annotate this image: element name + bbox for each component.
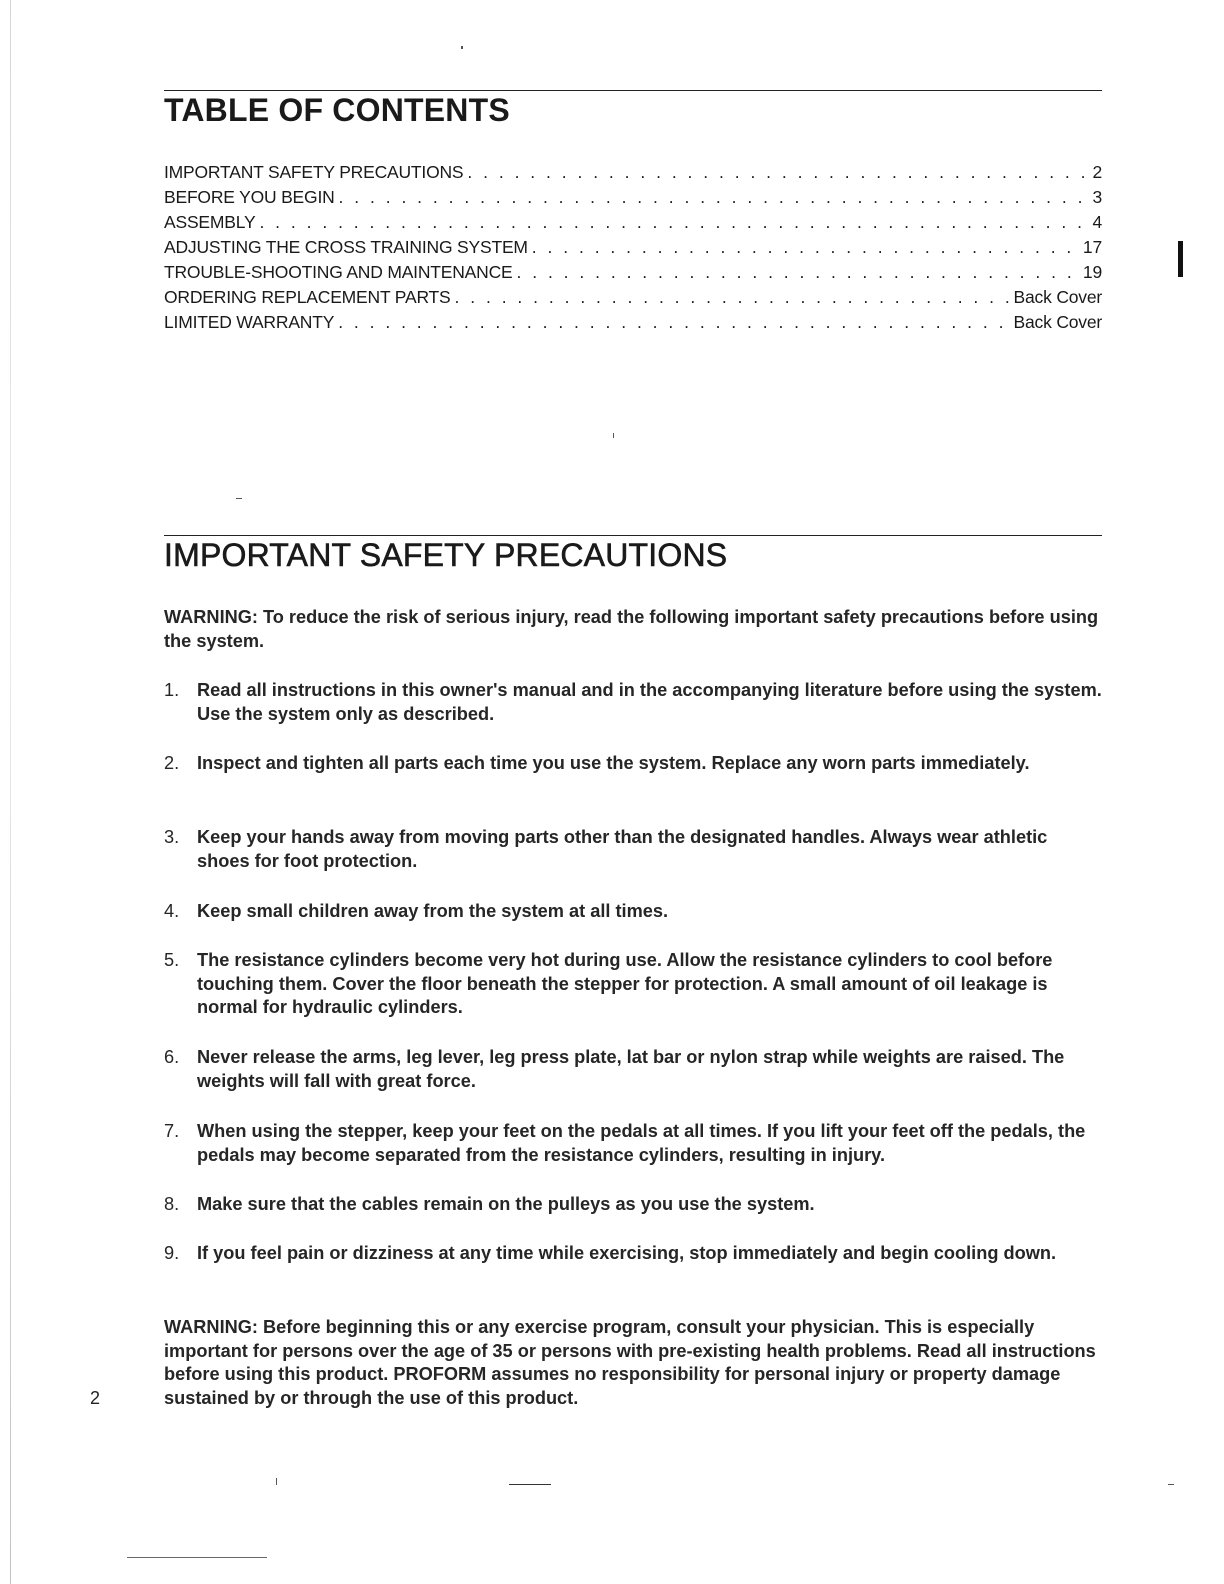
scan-speck — [461, 46, 463, 49]
precaution-item — [164, 679, 1104, 726]
page-number: 2 — [90, 1388, 101, 1408]
toc-entry-page: 4 — [1092, 212, 1102, 232]
toc-entry-label: ADJUSTING THE CROSS TRAINING SYSTEM — [164, 237, 528, 257]
precaution-text: Make sure that the cables remain on the pulleys as you use the system. — [197, 1194, 815, 1214]
scan-speck — [276, 1478, 277, 1485]
toc-leader-dots — [259, 210, 1088, 235]
toc-entry-label: TROUBLE-SHOOTING AND MAINTENANCE — [164, 262, 513, 282]
safety-warning-outro: WARNING: Before beginning this or any exercise program, consult your physician. This is especially important for persons over the age of 35 or persons with pre-existing health problems. Read all instructions before using this product. PROFORM assumes no responsibility for personal injury or property damage sustained by or through the use of this product. — [164, 1317, 1096, 1408]
precaution-item — [164, 1193, 1104, 1217]
precaution-item — [164, 949, 1104, 1020]
toc-entry-page: Back Cover — [1013, 312, 1102, 332]
toc-entry-page: 3 — [1092, 187, 1102, 207]
toc-leader-dots — [455, 285, 1010, 310]
scan-speck — [1168, 1484, 1174, 1485]
toc-entry-safety[interactable] — [164, 160, 1102, 185]
precaution-text: Inspect and tighten all parts each time you use the system. Replace any worn parts immediately. — [197, 753, 1030, 773]
scan-dash — [509, 1484, 551, 1485]
toc-leader-dots — [339, 185, 1089, 210]
precaution-text: If you feel pain or dizziness at any time while exercising, stop immediately and begin cooling down. — [197, 1243, 1057, 1263]
precaution-number: 1. — [164, 680, 180, 700]
precaution-number: 8. — [164, 1194, 180, 1214]
toc-entry-ordering-parts[interactable] — [164, 285, 1102, 310]
toc-leader-dots — [467, 160, 1088, 185]
precaution-number: 4. — [164, 901, 180, 921]
precaution-text: Keep small children away from the system at all times. — [197, 901, 669, 921]
margin-bar — [1178, 241, 1183, 277]
toc-leader-dots — [338, 310, 1009, 335]
toc-entry-label: IMPORTANT SAFETY PRECAUTIONS — [164, 162, 464, 182]
precaution-number: 7. — [164, 1121, 180, 1141]
precaution-item — [164, 1120, 1104, 1167]
precaution-text: Read all instructions in this owner's manual and in the accompanying literature before using the system. Use the system only as described. — [197, 680, 1102, 724]
toc-entry-page: 17 — [1082, 237, 1102, 257]
precaution-item — [164, 752, 1104, 776]
toc-entry-page: 19 — [1082, 262, 1102, 282]
precaution-text: Keep your hands away from moving parts other than the designated handles. Always wear athletic shoes for foot protection. — [197, 827, 1048, 871]
precaution-text: The resistance cylinders become very hot during use. Allow the resistance cylinders to cool before touching them. Cover the floor beneath the stepper for protection. A small amount of oil leakage is normal for hydraulic cylinders. — [197, 950, 1053, 1017]
scan-speck — [236, 498, 242, 499]
toc-title: TABLE OF CONTENTS — [164, 92, 510, 128]
toc-entry-label: ASSEMBLY — [164, 212, 256, 232]
toc-entry-label: ORDERING REPLACEMENT PARTS — [164, 287, 451, 307]
scan-underline — [127, 1557, 267, 1558]
precaution-item — [164, 1242, 1104, 1266]
precaution-item — [164, 900, 1104, 924]
precaution-text: Never release the arms, leg lever, leg press plate, lat bar or nylon strap while weights are raised. The weights will fall with great force. — [197, 1047, 1065, 1091]
toc-entry-page: Back Cover — [1013, 287, 1102, 307]
precaution-number: 3. — [164, 827, 180, 847]
safety-warning-intro: WARNING: To reduce the risk of serious injury, read the following important safety precautions before using the system. — [164, 607, 1099, 651]
toc-entry-warranty[interactable] — [164, 310, 1102, 335]
toc-entry-assembly[interactable] — [164, 210, 1102, 235]
safety-top-rule — [164, 535, 1102, 536]
toc-leader-dots — [517, 260, 1079, 285]
toc-entry-adjusting[interactable] — [164, 235, 1102, 260]
scan-speck — [613, 433, 614, 438]
scan-edge — [10, 0, 11, 1584]
toc-entry-before-you-begin[interactable] — [164, 185, 1102, 210]
toc-entry-troubleshooting[interactable] — [164, 260, 1102, 285]
precaution-text: When using the stepper, keep your feet on the pedals at all times. If you lift your feet off the pedals, the pedals may become separated from the resistance cylinders, resulting in injury. — [197, 1121, 1086, 1165]
precaution-item — [164, 826, 1104, 873]
precaution-number: 6. — [164, 1047, 180, 1067]
precaution-number: 9. — [164, 1243, 180, 1263]
toc-entry-label: LIMITED WARRANTY — [164, 312, 335, 332]
safety-title: IMPORTANT SAFETY PRECAUTIONS — [164, 537, 728, 573]
precaution-number: 2. — [164, 753, 180, 773]
precaution-item — [164, 1046, 1104, 1093]
toc-entry-page: 2 — [1092, 162, 1102, 182]
toc-top-rule — [164, 90, 1102, 91]
toc-entry-label: BEFORE YOU BEGIN — [164, 187, 335, 207]
toc-list — [164, 160, 1102, 335]
toc-leader-dots — [532, 235, 1079, 260]
precaution-number: 5. — [164, 950, 180, 970]
